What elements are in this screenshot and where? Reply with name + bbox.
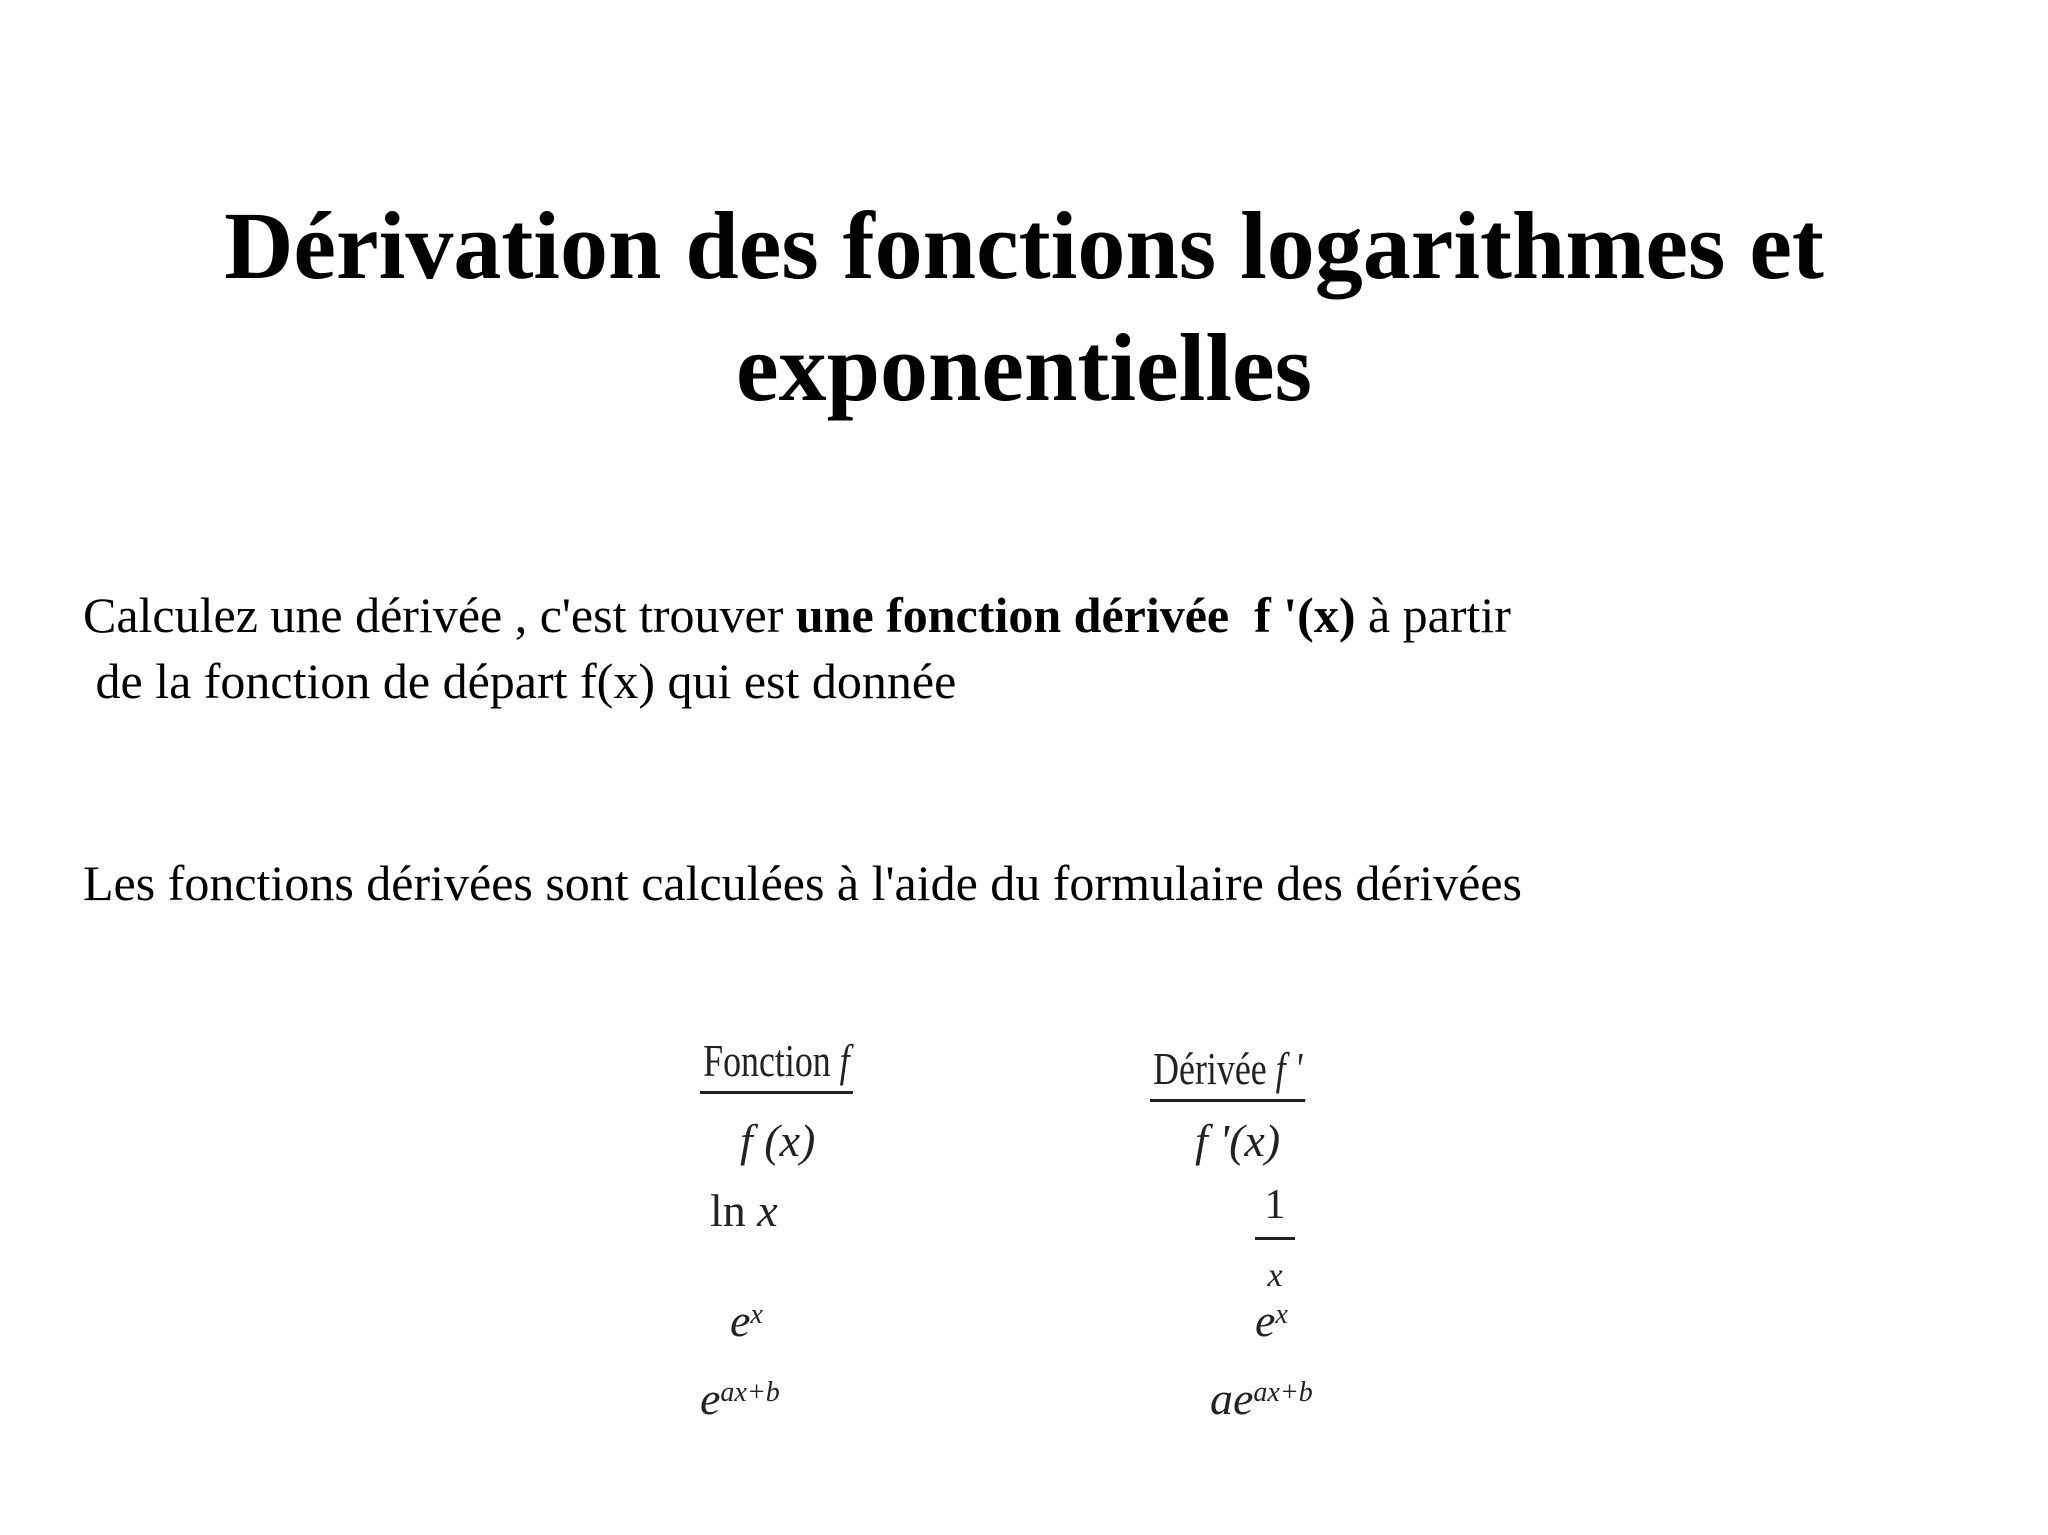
- exp-exponent: x: [750, 1299, 763, 1330]
- intro-paragraph: [83, 582, 1511, 714]
- ln-variable: x: [757, 1185, 778, 1236]
- slide-title-line-1: Dérivation des fonctions logarithmes et: [224, 192, 1824, 299]
- header-fonction: [700, 1035, 853, 1094]
- slide-title: [0, 185, 2048, 429]
- intro-text-start: Calculez une dérivée , c'est trouver: [83, 587, 796, 643]
- header-derivee-symbol: f ': [1275, 1043, 1303, 1094]
- header-fonction-label: Fonction: [703, 1035, 840, 1086]
- row-1-function: f (x): [740, 1115, 816, 1166]
- intro-line-2: de la fonction de départ f(x) qui est donnée: [83, 653, 957, 709]
- formulaire-sentence: Les fonctions dérivées sont calculées à l'aide du formulaire des dérivées: [83, 855, 1523, 911]
- exp-derivative-exponent: x: [1275, 1299, 1288, 1330]
- header-fonction-symbol: f: [839, 1035, 850, 1086]
- derivatives-table: [690, 1035, 1370, 1435]
- slide-title-line-2: exponentielles: [736, 314, 1312, 421]
- row-3-derivative: [1255, 1295, 1288, 1347]
- fraction-numerator: 1: [1255, 1183, 1295, 1240]
- row-2-derivative-fraction: [1255, 1183, 1295, 1298]
- ln-prefix: ln: [710, 1185, 758, 1236]
- row-2-function: [710, 1185, 778, 1237]
- affine-coefficient: a: [1210, 1373, 1233, 1424]
- row-4-derivative: [1210, 1373, 1313, 1425]
- exp-affine-derivative-base: e: [1233, 1373, 1254, 1424]
- exp-affine-derivative-exponent: ax+b: [1253, 1377, 1313, 1408]
- exp-base: e: [730, 1295, 751, 1346]
- row-1-derivative: f '(x): [1195, 1115, 1281, 1166]
- exp-affine-exponent: ax+b: [720, 1377, 780, 1408]
- row-3-function: [730, 1295, 763, 1347]
- exp-derivative-base: e: [1255, 1295, 1276, 1346]
- header-derivee: [1150, 1043, 1305, 1102]
- intro-bold-phrase: une fonction dérivée f '(x): [795, 587, 1356, 643]
- intro-text-end: à partir: [1355, 587, 1511, 643]
- fraction-denominator: x: [1267, 1257, 1283, 1294]
- header-derivee-label: Dérivée: [1153, 1043, 1276, 1094]
- row-4-function: [700, 1373, 780, 1425]
- exp-affine-base: e: [700, 1373, 721, 1424]
